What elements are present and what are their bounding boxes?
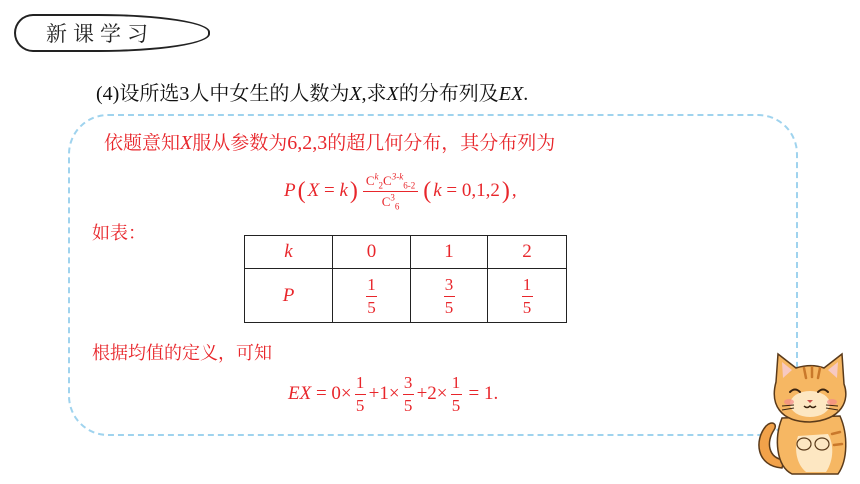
intro-var-x: X	[180, 132, 193, 154]
fraction-bar	[366, 296, 377, 297]
fraction-numerator	[363, 173, 418, 191]
table-cell-p2	[488, 269, 567, 323]
prob-fraction	[366, 275, 377, 318]
table-row-label-p: P	[245, 269, 333, 323]
fraction-bar	[451, 394, 462, 395]
prob-numerator: 1	[367, 274, 376, 294]
solution-intro	[104, 128, 555, 155]
combination-fraction	[363, 173, 418, 210]
table-header-k: k	[245, 236, 333, 269]
comb-c3-sup: 3	[390, 192, 395, 203]
cat-mascot-icon	[752, 348, 850, 478]
expectation-intro: 根据均值的定义，可知	[92, 343, 272, 364]
formula-p: P	[284, 180, 296, 201]
question-prefix: (4)设所选3人中女生的人数为	[96, 83, 350, 105]
intro-params: 6,2,3	[287, 132, 328, 154]
prob-fraction	[522, 275, 533, 318]
exp-fraction-2	[403, 373, 414, 416]
question-text	[96, 77, 528, 106]
exp-f2-num: 3	[403, 372, 413, 392]
fraction-bar	[403, 394, 414, 395]
exp-f3-den: 5	[451, 395, 461, 415]
section-badge-label: 新课学习	[46, 22, 154, 46]
exp-f2-den: 5	[403, 395, 413, 415]
intro-part-a: 依题意知	[104, 132, 181, 154]
prob-fraction	[444, 275, 455, 318]
formula-tail: ,	[511, 180, 517, 201]
question-var-x: X	[349, 83, 362, 105]
cond-values: = 0,1,2	[441, 180, 500, 201]
table-intro: 如表：	[92, 223, 146, 244]
intro-part-c: 的超几何分布，其分布列为	[327, 132, 556, 154]
fraction-bar	[355, 394, 366, 395]
prob-denominator: 5	[444, 297, 454, 317]
comb-c2-sub: 6-2	[403, 180, 416, 191]
section-badge	[14, 14, 210, 52]
table-header-0: 0	[333, 236, 411, 269]
table-header-2: 2	[488, 236, 567, 269]
question-var-x2: X	[386, 83, 399, 105]
comb-c2-sup: 3-k	[391, 171, 404, 182]
question-end: .	[523, 83, 529, 105]
exp-fraction-1	[355, 373, 366, 416]
prob-numerator: 1	[522, 274, 532, 294]
table-header-1: 1	[411, 236, 488, 269]
fraction-denominator	[382, 192, 400, 210]
comb-c3-sub: 6	[394, 201, 400, 212]
comb-c2: C	[383, 172, 392, 188]
exp-result: = 1.	[468, 383, 499, 404]
table-header-row	[245, 236, 567, 269]
formula-x: X	[307, 180, 320, 201]
fraction-bar	[444, 296, 455, 297]
prob-denominator: 5	[367, 297, 376, 317]
table-cell-p1	[411, 269, 488, 323]
exp-fraction-3	[451, 373, 462, 416]
question-var-ex: EX	[498, 83, 524, 105]
table-cell-p0	[333, 269, 411, 323]
distribution-table	[244, 235, 567, 323]
distribution-formula: P ( X = k ) $\frac{C^k_2C^{3-k}_{6-2}}{C^3_6}$ ( k = 0,1,2 ) ,	[284, 171, 517, 212]
comb-c3: C	[381, 193, 391, 209]
formula-eq: =	[319, 180, 340, 201]
fraction-bar	[522, 296, 533, 297]
cond-k: k	[433, 180, 442, 201]
table-probability-row	[245, 269, 567, 323]
intro-part-b: 服从参数为	[192, 132, 288, 154]
question-middle: ,求	[361, 83, 387, 105]
prob-numerator: 3	[444, 274, 454, 294]
exp-f1-num: 1	[355, 372, 365, 392]
exp-plus2: +2×	[416, 383, 448, 404]
exp-lhs: EX	[288, 383, 312, 404]
exp-eq: = 0×	[311, 383, 352, 404]
comb-c1: C	[365, 172, 375, 188]
formula-k: k	[339, 180, 348, 201]
question-suffix: 的分布列及	[398, 83, 499, 105]
comb-c1-sub: 2	[378, 180, 384, 191]
expectation-formula	[288, 364, 498, 424]
comb-c1-sup: k	[374, 171, 379, 182]
exp-f3-num: 1	[451, 372, 461, 392]
prob-denominator: 5	[522, 297, 532, 317]
exp-plus1: +1×	[368, 383, 400, 404]
exp-f1-den: 5	[355, 395, 365, 415]
